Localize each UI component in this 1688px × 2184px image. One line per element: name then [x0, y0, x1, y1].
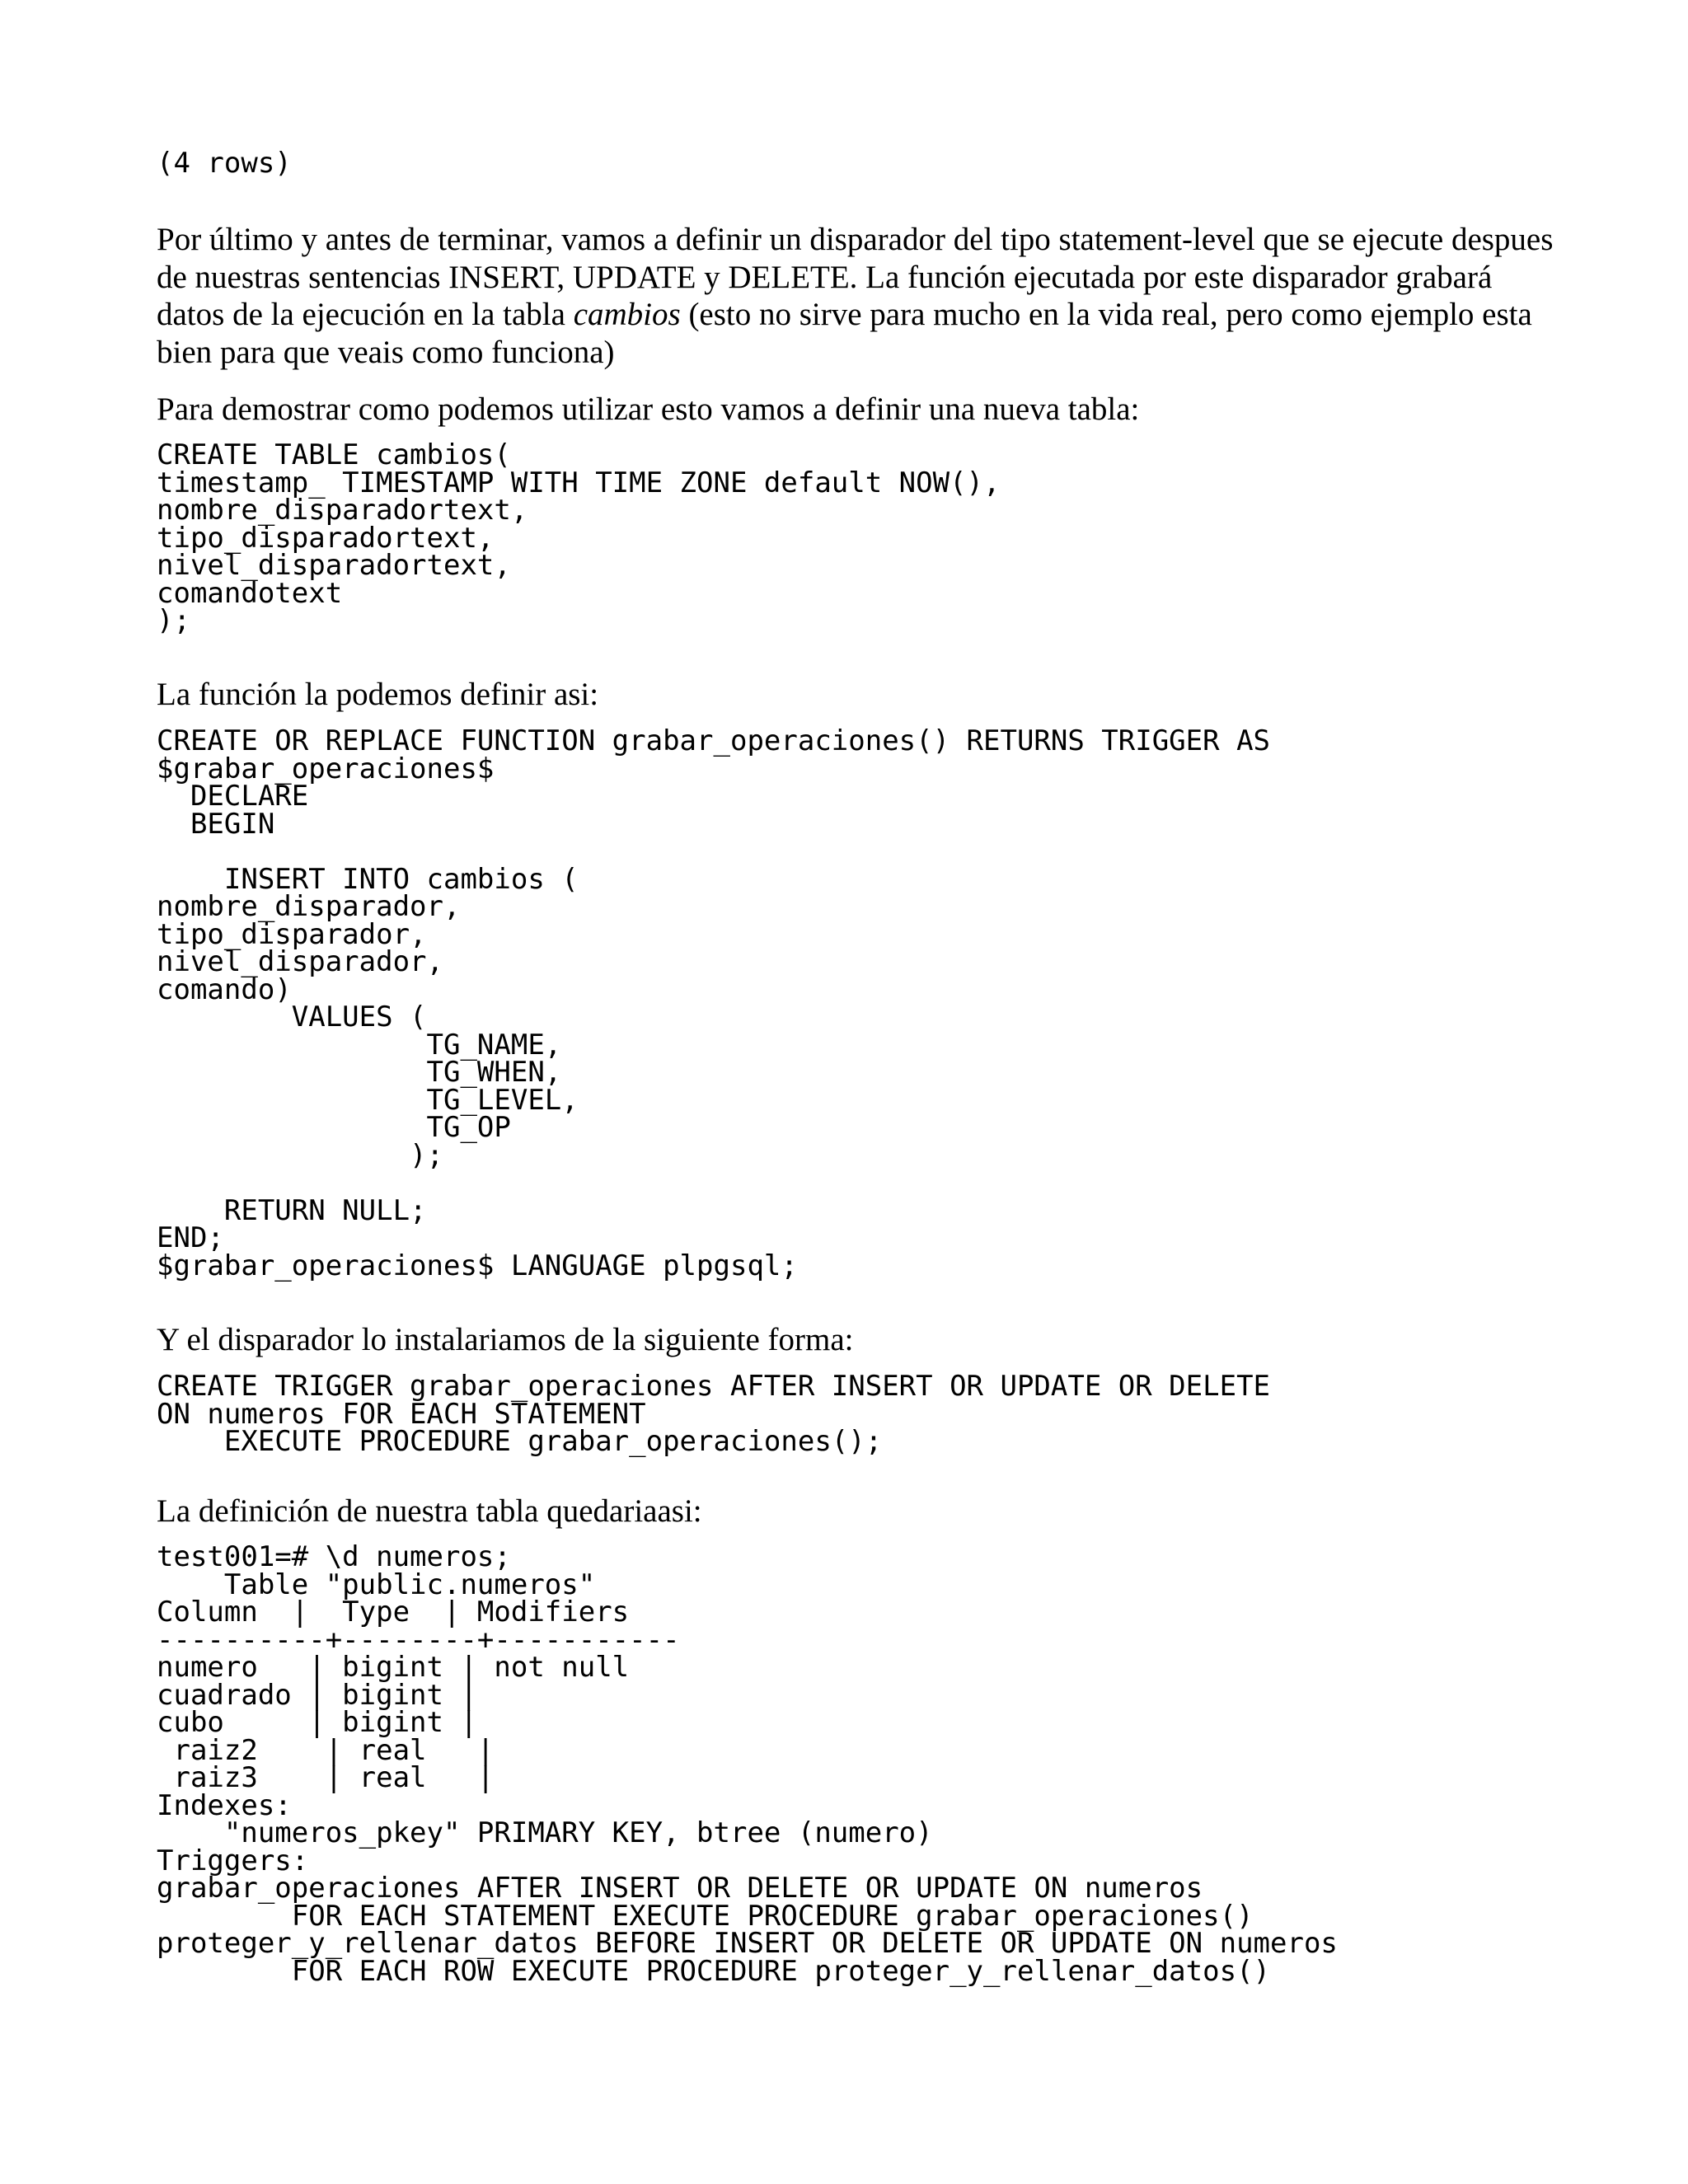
function-paragraph: La función la podemos definir asi:: [157, 677, 599, 712]
intro-paragraph: [157, 221, 1558, 371]
demo-paragraph: Para demostrar como podemos utilizar esto vamos a definir una nueva tabla:: [157, 391, 1140, 427]
create-table-code-block: CREATE TABLE cambios( timestamp_ TIMESTAMP WITH TIME ZONE default NOW(), nombre_disparadortext, tipo_disparadortext, nivel_disparadortext, comandotext );: [157, 438, 1001, 637]
intro-emphasis-table-name: cambios: [573, 297, 681, 332]
definition-paragraph: La definición de nuestra tabla quedariaasi:: [157, 1493, 702, 1529]
trigger-code-block: CREATE TRIGGER grabar_operaciones AFTER INSERT OR UPDATE OR DELETE ON numeros FOR EACH STATEMENT EXECUTE PROCEDURE grabar_operaciones();: [157, 1370, 1271, 1458]
describe-table-output: test001=# \d numeros; Table "public.numeros" Column | Type | Modifiers ----------+--------+----------- numero | bigint | not null cuadrado | bigint | cubo | bigint | raiz2 | real | raiz3 | real | Indexes: "numeros_pkey" PRIMARY KEY, btree (numero) Triggers: grabar_operaciones AFTER INSERT OR DELETE OR UPDATE ON numeros FOR EACH STATEMENT EXECUTE PROCEDURE grabar_operaciones() proteger_y_rellenar_datos BEFORE INSERT OR DELETE OR UPDATE ON numeros FOR EACH ROW EXECUTE PROCEDURE proteger_y_rellenar_datos(): [157, 1540, 1338, 1988]
intro-text-before: Por último y antes de terminar, vamos a definir un disparador del tipo statement-level que se ejecute despues de nuestras sentencias INSERT, UPDATE y DELETE. La función ejecutada por este disparador grabará datos de la ejecución en la tabla: [157, 222, 1554, 332]
intro-text-after: (esto no sirve para mucho en la vida real, pero como ejemplo esta bien para que veais como funciona): [157, 297, 1532, 370]
function-code-block: CREATE OR REPLACE FUNCTION grabar_operaciones() RETURNS TRIGGER AS $grabar_operaciones$ DECLARE BEGIN INSERT INTO cambios ( nombre_disparador, tipo_disparador, nivel_disparador, comando) VALUES ( TG_NAME, TG_WHEN, TG_LEVEL, TG_OP ); RETURN NULL; END; $grabar_operaciones$ LANGUAGE plpgsql;: [157, 724, 1271, 1282]
trigger-paragraph: Y el disparador lo instalariamos de la siguiente forma:: [157, 1322, 854, 1357]
rows-count-output: (4 rows): [157, 147, 292, 180]
